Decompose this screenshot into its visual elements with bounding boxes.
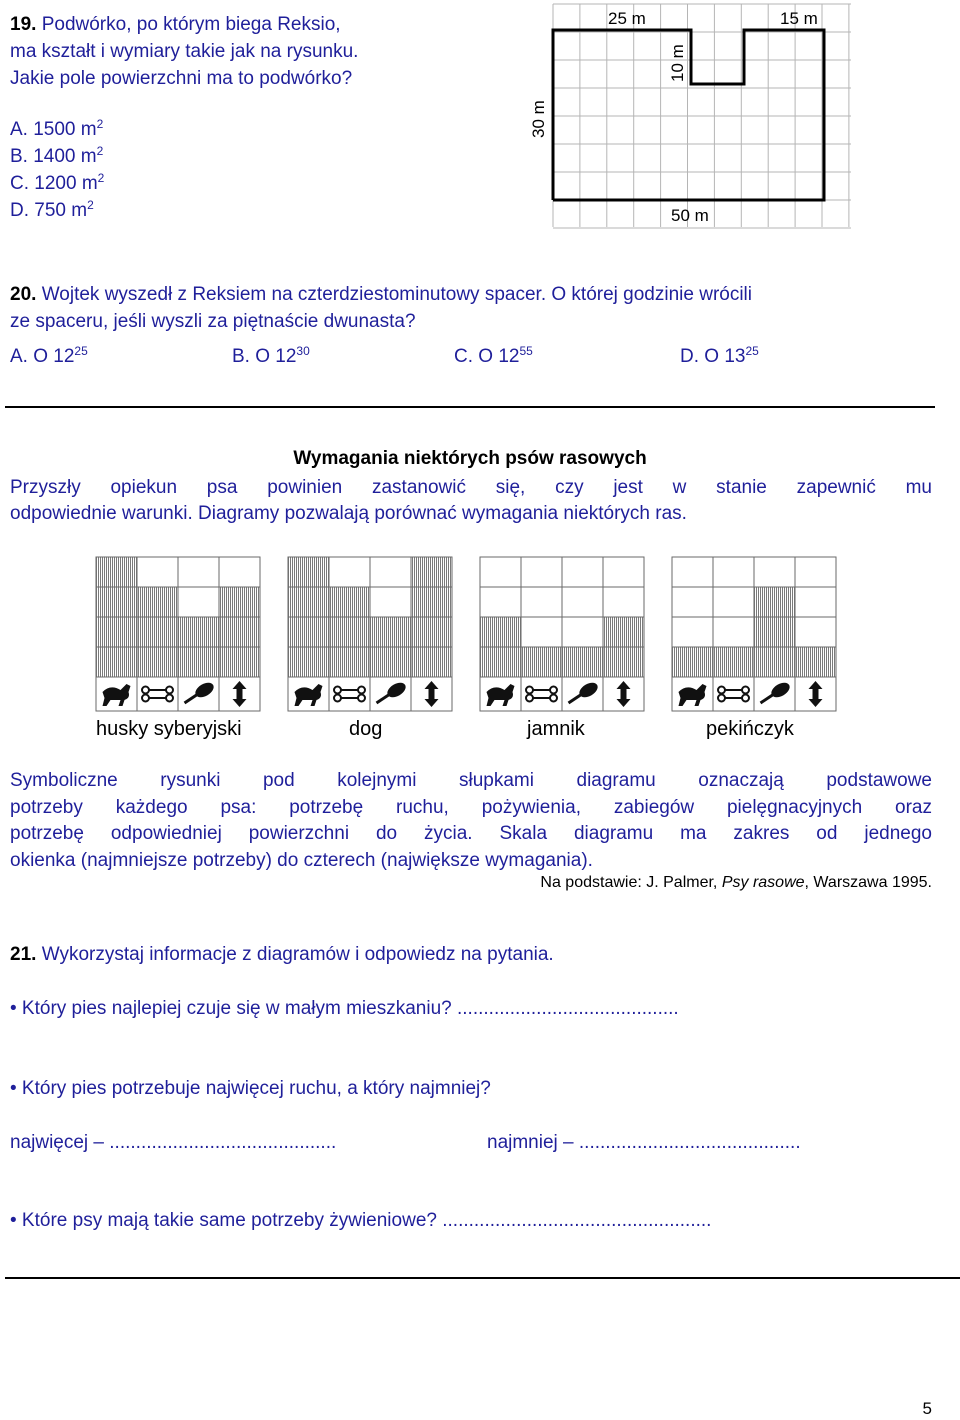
bar-cell-filled <box>411 587 452 617</box>
q19-option-b[interactable] <box>10 144 104 171</box>
q21-number: 21. <box>10 944 37 965</box>
bar-cell-filled <box>370 647 411 677</box>
q19-option-d[interactable] <box>10 198 104 225</box>
q20-option-c[interactable] <box>454 344 533 370</box>
q20-text-2: ze spaceru, jeśli wyszli za piętnaście dwunasta? <box>10 311 416 332</box>
explanation-paragraph <box>10 768 932 874</box>
q19-option-d-text: D. 750 m <box>10 200 88 221</box>
icon-cell <box>713 677 754 711</box>
q19-option-c[interactable] <box>10 171 104 198</box>
bar-cell-filled <box>411 557 452 587</box>
q19-option-d-sup: 2 <box>87 198 94 212</box>
bar-cell-empty <box>178 557 219 587</box>
q19-option-c-sup: 2 <box>97 171 105 185</box>
bar-cell-empty <box>178 587 219 617</box>
bar-cell-filled <box>219 587 260 617</box>
bar-cell-filled <box>178 647 219 677</box>
source-prefix: Na podstawie: J. Palmer, <box>540 874 722 891</box>
bar-cell-filled <box>795 647 836 677</box>
divider-top <box>5 406 935 408</box>
yard-grid <box>553 4 851 228</box>
q20-option-b[interactable] <box>232 344 310 370</box>
bar-cell-filled <box>288 647 329 677</box>
dog-label-husky: husky syberyjski <box>96 718 242 740</box>
diagram-layer <box>96 557 836 711</box>
q20-option-a-sup: 25 <box>74 344 88 358</box>
q19-text-1: Podwórko, po którym biega Reksio, <box>41 14 341 35</box>
bar-cell-filled <box>603 647 644 677</box>
q20-option-c-text: C. O 12 <box>454 346 520 367</box>
intro-line-2: odpowiednie warunki. Diagramy pozwalają porównać wymagania niektórych ras. <box>10 503 687 524</box>
q19-option-a-text: A. 1500 m <box>10 119 97 140</box>
bar-cell-empty <box>521 617 562 647</box>
q20-option-a[interactable] <box>10 344 88 370</box>
q20-option-d[interactable] <box>680 344 759 370</box>
q20-line-1 <box>10 282 752 309</box>
bar-cell-filled <box>754 617 795 647</box>
diagram-1 <box>288 557 452 711</box>
label-30m: 30 m <box>529 100 548 138</box>
bar-cell-filled <box>288 617 329 647</box>
q19-text-2: ma kształt i wymiary takie jak na rysunku. <box>10 41 359 62</box>
bar-cell-filled <box>178 617 219 647</box>
bar-cell-empty <box>713 617 754 647</box>
bar-cell-empty <box>672 557 713 587</box>
question-20 <box>10 282 752 336</box>
label-10m: 10 m <box>668 44 687 82</box>
bar-cell-empty <box>672 587 713 617</box>
bar-cell-filled <box>96 617 137 647</box>
diagram-0 <box>96 557 260 711</box>
icon-cell <box>521 677 562 711</box>
q21-bullet-2: • Który pies potrzebuje najwięcej ruchu, a który najmniej? <box>10 1078 491 1099</box>
bar-cell-empty <box>795 587 836 617</box>
bar-cell-filled <box>288 587 329 617</box>
question-19 <box>10 12 358 93</box>
dog-label-jamnik: jamnik <box>527 718 585 740</box>
bar-cell-filled <box>480 647 521 677</box>
intro-line-1: Przyszły opiekun psa powinien zastanowić się, czy jest w stanie zapewnić mu <box>10 477 932 498</box>
q19-option-b-sup: 2 <box>96 144 104 158</box>
q21-least-answer[interactable]: najmniej – .......................................... <box>487 1132 801 1153</box>
bar-cell-filled <box>329 617 370 647</box>
bar-cell-filled <box>562 647 603 677</box>
source-citation <box>540 872 932 894</box>
bar-cell-empty <box>137 557 178 587</box>
para-line-1: Symboliczne rysunki pod kolejnymi słupkami diagramu oznaczają podstawowe <box>10 770 932 791</box>
divider-bottom <box>5 1277 960 1279</box>
bar-cell-empty <box>480 587 521 617</box>
label-25m: 25 m <box>608 9 646 28</box>
bar-cell-filled <box>713 647 754 677</box>
bar-cell-filled <box>411 647 452 677</box>
dog-label-pekinczyk: pekińczyk <box>706 718 794 740</box>
q20-option-b-sup: 30 <box>296 344 310 358</box>
dog-label-dog: dog <box>349 718 383 740</box>
bar-cell-empty <box>795 617 836 647</box>
bar-cell-filled <box>754 647 795 677</box>
bar-cell-empty <box>562 617 603 647</box>
bar-cell-filled <box>754 587 795 617</box>
bar-cell-empty <box>329 557 370 587</box>
label-15m: 15 m <box>780 9 818 28</box>
q20-number: 20. <box>10 284 37 305</box>
q19-options <box>10 117 104 225</box>
bar-cell-empty <box>521 557 562 587</box>
bar-cell-empty <box>370 557 411 587</box>
bar-cell-empty <box>754 557 795 587</box>
q20-option-c-sup: 55 <box>519 344 533 358</box>
bar-cell-empty <box>521 587 562 617</box>
bar-cell-empty <box>672 617 713 647</box>
source-title: Psy rasowe <box>721 874 805 891</box>
bar-cell-filled <box>672 647 713 677</box>
label-50m: 50 m <box>671 206 709 225</box>
q19-number: 19. <box>10 14 37 35</box>
bar-cell-filled <box>137 587 178 617</box>
q21-bullet-1[interactable]: • Który pies najlepiej czuje się w małym mieszkaniu? .......................................... <box>10 998 679 1019</box>
bar-cell-empty <box>603 557 644 587</box>
q19-option-a[interactable] <box>10 117 104 144</box>
question-21 <box>10 944 554 966</box>
dog-requirements-diagrams <box>0 548 960 718</box>
q20-option-d-sup: 25 <box>745 344 759 358</box>
section-intro <box>10 475 932 527</box>
q19-option-b-text: B. 1400 m <box>10 146 97 167</box>
yard-outline <box>553 30 824 200</box>
bar-cell-filled <box>219 617 260 647</box>
para-line-3: potrzebę odpowiedniej powierzchni do życia. Skala diagramu ma zakres od jednego <box>10 823 932 844</box>
bar-cell-empty <box>370 587 411 617</box>
q19-option-a-sup: 2 <box>96 117 104 131</box>
bar-cell-empty <box>480 557 521 587</box>
bar-cell-filled <box>288 557 329 587</box>
page-number: 5 <box>922 1399 932 1418</box>
bar-cell-filled <box>480 617 521 647</box>
bar-cell-empty <box>795 557 836 587</box>
icon-cell <box>137 677 178 711</box>
bar-cell-filled <box>137 617 178 647</box>
bar-cell-empty <box>713 587 754 617</box>
q20-option-a-text: A. O 12 <box>10 346 75 367</box>
q19-text-3: Jakie pole powierzchni ma to podwórko? <box>10 68 353 89</box>
para-line-2: potrzeby każdego psa: potrzebę ruchu, pożywienia, zabiegów pielęgnacyjnych oraz <box>10 796 932 818</box>
bar-cell-filled <box>521 647 562 677</box>
bar-cell-filled <box>219 647 260 677</box>
q21-most-answer[interactable]: najwięcej – ........................................... <box>10 1132 337 1153</box>
q21-text: Wykorzystaj informacje z diagramów i odpowiedz na pytania. <box>41 944 554 965</box>
bar-cell-filled <box>137 647 178 677</box>
q20-option-d-text: D. O 13 <box>680 346 746 367</box>
q20-option-b-text: B. O 12 <box>232 346 297 367</box>
bar-cell-filled <box>96 557 137 587</box>
q20-text-1: Wojtek wyszedł z Reksiem na czterdziestominutowy spacer. O której godzinie wrócili <box>41 284 753 305</box>
bar-cell-filled <box>411 617 452 647</box>
bar-cell-filled <box>603 617 644 647</box>
bar-cell-empty <box>713 557 754 587</box>
source-suffix: , Warszawa 1995. <box>804 874 932 891</box>
bar-cell-empty <box>603 587 644 617</box>
bar-cell-empty <box>562 557 603 587</box>
q19-option-c-text: C. 1200 m <box>10 173 98 194</box>
q19-line-1 <box>10 12 358 39</box>
bar-cell-filled <box>370 617 411 647</box>
bar-cell-filled <box>96 587 137 617</box>
diagram-3 <box>672 557 836 711</box>
bar-cell-empty <box>219 557 260 587</box>
bar-cell-filled <box>329 587 370 617</box>
bar-cell-empty <box>562 587 603 617</box>
para-line-4: okienka (najmniejsze potrzeby) do czterech (największe wymagania). <box>10 849 593 871</box>
section-heading: Wymagania niektórych psów rasowych <box>293 448 647 469</box>
q21-bullet-3[interactable]: • Które psy mają takie same potrzeby żywieniowe? ................................................... <box>10 1210 712 1231</box>
bar-cell-filled <box>96 647 137 677</box>
yard-figure <box>520 0 860 236</box>
diagram-2 <box>480 557 644 711</box>
bar-cell-filled <box>329 647 370 677</box>
icon-cell <box>329 677 370 711</box>
